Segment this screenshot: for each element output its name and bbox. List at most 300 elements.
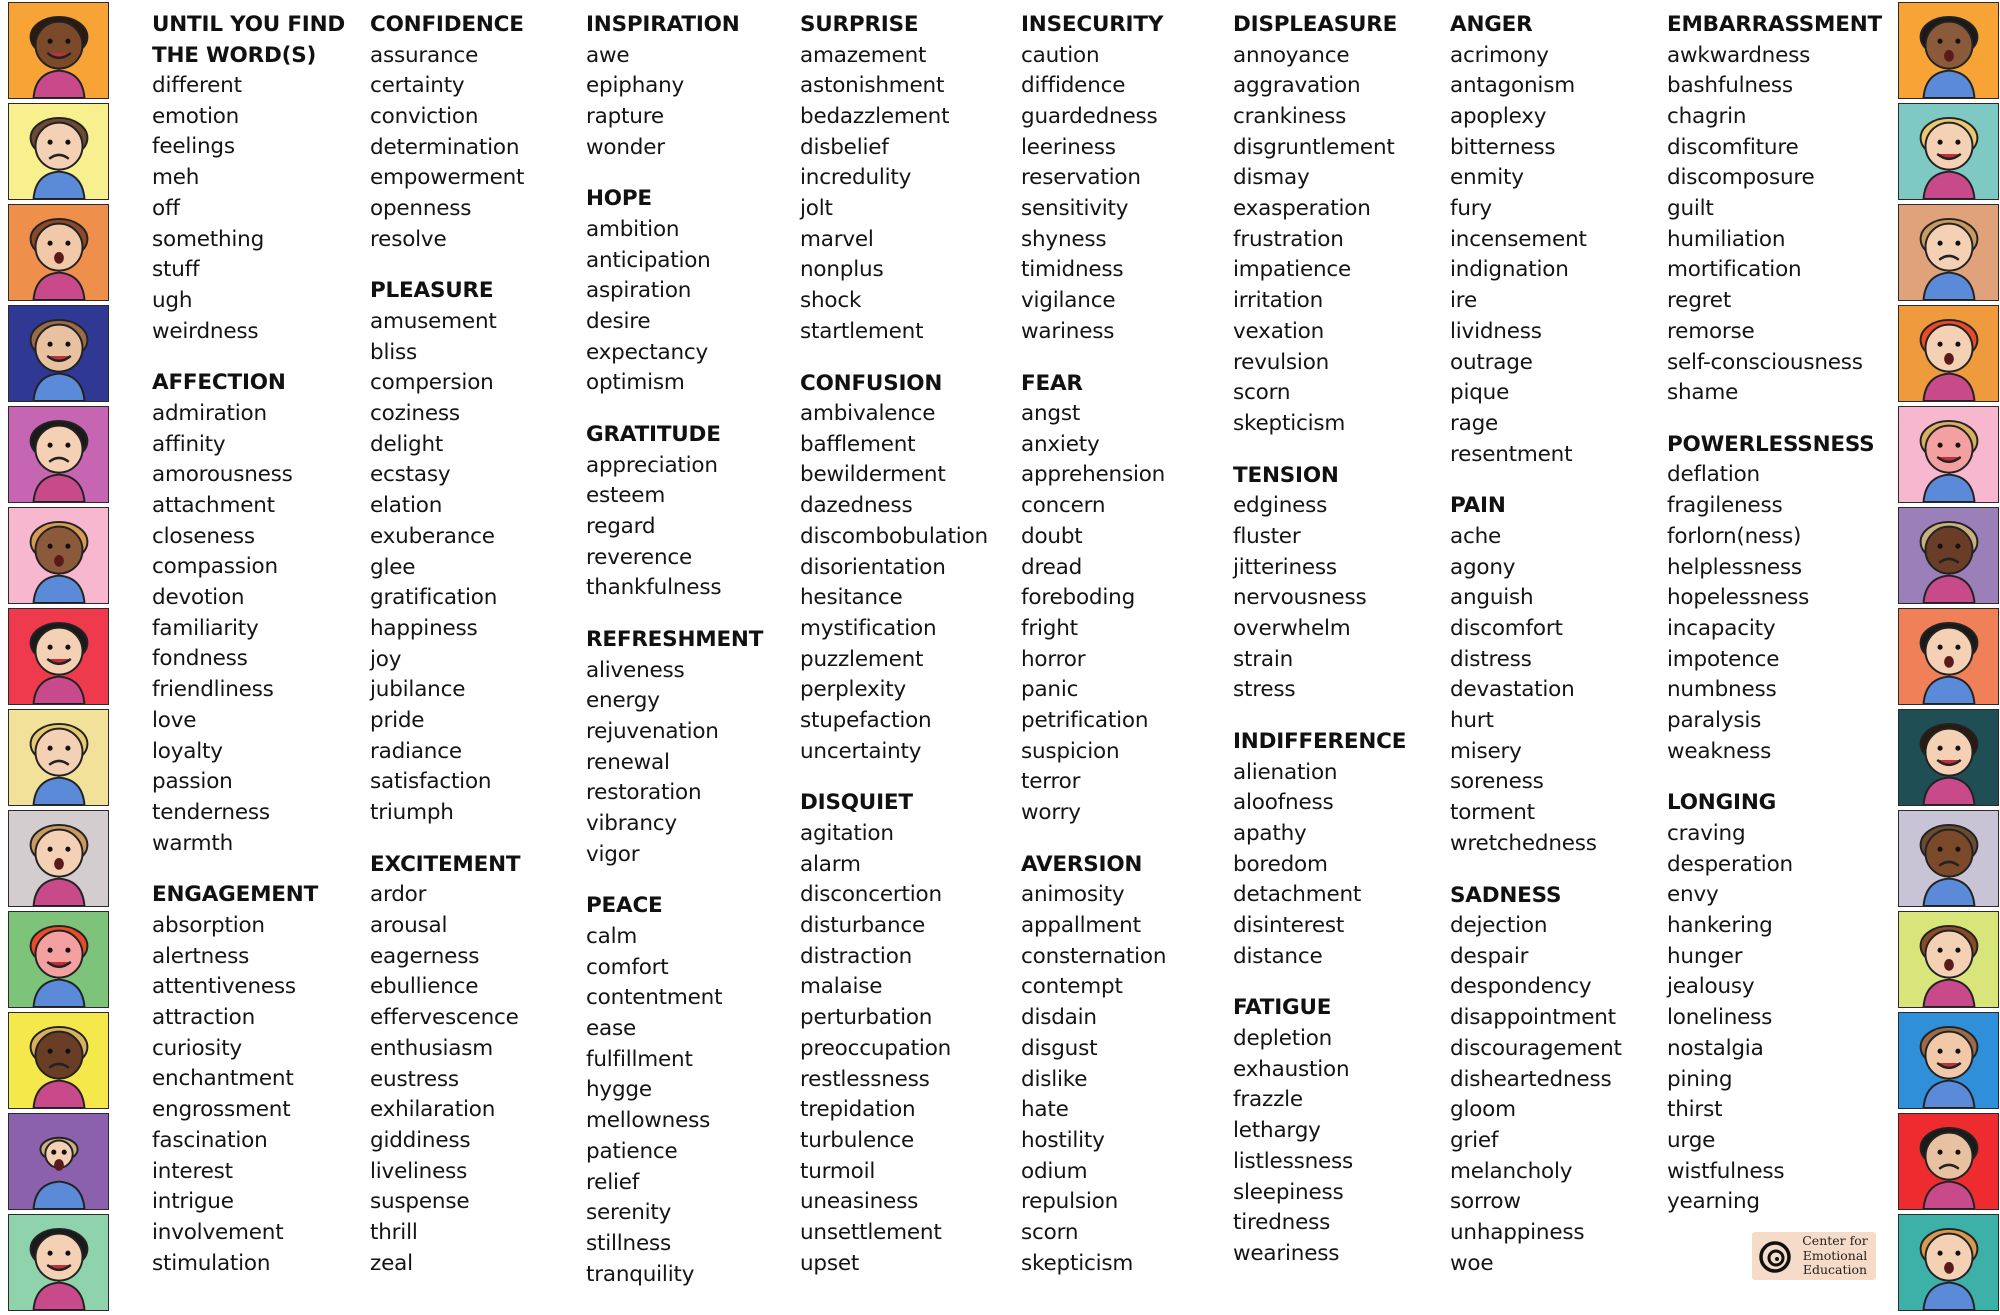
girl-shrugging-icon <box>10 307 108 401</box>
character-tile <box>8 305 109 402</box>
feeling-word: contempt <box>1021 974 1123 1000</box>
feeling-word: rage <box>1450 410 1499 436</box>
feeling-word: gratification <box>370 585 498 611</box>
feeling-word: frazzle <box>1233 1087 1303 1113</box>
feeling-word: intrigue <box>152 1189 234 1215</box>
feeling-word: compassion <box>152 554 278 580</box>
emotion-category <box>1233 727 1443 972</box>
character-tile <box>1898 507 1999 604</box>
center-for-emotional-education-logo <box>1752 1232 1876 1280</box>
feeling-word: leeriness <box>1021 134 1116 160</box>
feeling-word: indignation <box>1450 257 1569 283</box>
boy-peeking-icon <box>1900 610 1998 704</box>
feeling-word: apoplexy <box>1450 103 1547 129</box>
category-heading: POWERLESSNESS <box>1667 431 1875 457</box>
feeling-word: envy <box>1667 882 1719 908</box>
feeling-word: annoyance <box>1233 42 1350 68</box>
feeling-word: jitteriness <box>1233 554 1337 580</box>
feeling-word: friendliness <box>152 677 274 703</box>
feeling-word: apprehension <box>1021 462 1166 488</box>
girl-shocked-icon <box>1900 408 1998 502</box>
feeling-word: malaise <box>800 974 883 1000</box>
feeling-word: guardedness <box>1021 103 1158 129</box>
logo-line-3: Education <box>1802 1262 1868 1277</box>
feeling-word: devotion <box>152 585 245 611</box>
feeling-word: nonplus <box>800 257 884 283</box>
feeling-word: eagerness <box>370 943 480 969</box>
character-tile <box>1898 1012 1999 1109</box>
feeling-word: unsettlement <box>800 1220 942 1246</box>
feeling-word: skepticism <box>1233 410 1346 436</box>
feeling-word: gloom <box>1450 1097 1516 1123</box>
feeling-word: vigilance <box>1021 288 1116 314</box>
feeling-word: determination <box>370 134 520 160</box>
emotion-category <box>1667 430 1877 768</box>
feeling-word: hopelessness <box>1667 585 1810 611</box>
boy-puzzled-icon <box>1900 509 1998 603</box>
feeling-word: relief <box>586 1169 640 1195</box>
feeling-word: arousal <box>370 913 448 939</box>
feeling-word: aggravation <box>1233 73 1361 99</box>
feeling-word: ambivalence <box>800 401 936 427</box>
character-tile <box>8 709 109 806</box>
feeling-word: uncertainty <box>800 738 922 764</box>
girl-sad-icon <box>10 1216 108 1310</box>
feeling-word: disconcertion <box>800 882 942 908</box>
word-column <box>800 10 1010 1301</box>
feeling-word: awe <box>586 42 630 68</box>
feeling-word: remorse <box>1667 318 1755 344</box>
feeling-word: aspiration <box>586 278 692 304</box>
girl-sulking-icon <box>1900 812 1998 906</box>
feeling-word: curiosity <box>152 1035 242 1061</box>
feeling-word: impotence <box>1667 646 1780 672</box>
feeling-word: love <box>152 707 197 733</box>
feeling-word: guilt <box>1667 196 1714 222</box>
boy-angry-icon <box>1900 1115 1998 1209</box>
feeling-word: thirst <box>1667 1097 1723 1123</box>
feeling-word: caution <box>1021 42 1100 68</box>
feeling-word: edginess <box>1233 493 1328 519</box>
feeling-word: ire <box>1450 288 1477 314</box>
feeling-word: sleepiness <box>1233 1179 1344 1205</box>
girl-sleepy-icon <box>1900 105 1998 199</box>
feeling-word: timidness <box>1021 257 1124 283</box>
feeling-word: compersion <box>370 370 494 396</box>
feeling-word: dismay <box>1233 165 1310 191</box>
feeling-word: alienation <box>1233 759 1338 785</box>
category-heading: INDIFFERENCE <box>1233 729 1407 755</box>
character-tile <box>8 1012 109 1109</box>
feeling-word: familiarity <box>152 615 259 641</box>
feeling-word: pride <box>370 708 425 734</box>
feeling-word: absorption <box>152 912 265 938</box>
feeling-word: warmth <box>152 830 234 856</box>
character-tile <box>1898 911 1999 1008</box>
feeling-word: angst <box>1021 401 1081 427</box>
feeling-word: serenity <box>586 1200 672 1226</box>
feeling-word: ugh <box>152 287 193 313</box>
feeling-word: dazedness <box>800 493 913 519</box>
feeling-word: radiance <box>370 738 462 764</box>
feeling-word: stimulation <box>152 1250 271 1276</box>
feeling-word: rapture <box>586 103 664 129</box>
feeling-word: turmoil <box>800 1158 876 1184</box>
character-tile <box>1898 2 1999 99</box>
feeling-word: reservation <box>1021 165 1141 191</box>
feeling-word: preoccupation <box>800 1035 952 1061</box>
feeling-word: jealousy <box>1667 974 1755 1000</box>
feeling-word: stupefaction <box>800 708 932 734</box>
feeling-word: suspense <box>370 1189 470 1215</box>
feeling-word: exuberance <box>370 523 495 549</box>
category-heading: PAIN <box>1450 493 1506 519</box>
feeling-word: satisfaction <box>370 769 492 795</box>
feeling-word: hurt <box>1450 708 1494 734</box>
logo-line-2: Emotional <box>1802 1247 1868 1263</box>
feeling-word: triumph <box>370 800 454 826</box>
feeling-word: craving <box>1667 820 1746 846</box>
feeling-word: effervescence <box>370 1005 519 1031</box>
feeling-word: disappointment <box>1450 1005 1616 1031</box>
feeling-word: vexation <box>1233 318 1325 344</box>
feeling-word: tenderness <box>152 799 270 825</box>
feeling-word: hygge <box>586 1077 652 1103</box>
feeling-word: incredulity <box>800 165 912 191</box>
feeling-word: horror <box>1021 646 1086 672</box>
feeling-word: hostility <box>1021 1128 1105 1153</box>
emotion-category <box>586 891 796 1290</box>
feeling-word: fascination <box>152 1127 268 1153</box>
feeling-word: ebullience <box>370 974 479 1000</box>
feeling-word: turbulence <box>800 1128 915 1153</box>
feeling-word: devastation <box>1450 677 1575 703</box>
feeling-word: despondency <box>1450 974 1592 1000</box>
feeling-word: dejection <box>1450 913 1548 939</box>
feeling-word: humiliation <box>1667 226 1786 252</box>
category-heading: AVERSION <box>1021 851 1143 877</box>
feeling-word: misery <box>1450 738 1522 764</box>
feeling-word: wariness <box>1021 318 1115 344</box>
feeling-word: certainty <box>370 73 465 99</box>
feeling-word: pining <box>1667 1066 1733 1092</box>
category-heading: ANGER <box>1450 12 1533 37</box>
feeling-word: soreness <box>1450 769 1544 795</box>
feeling-word: yearning <box>1667 1189 1760 1215</box>
category-heading: FEAR <box>1021 370 1083 396</box>
character-tile <box>8 204 109 301</box>
feeling-word: lividness <box>1450 318 1542 344</box>
feeling-word: numbness <box>1667 677 1777 703</box>
feeling-word: distress <box>1450 646 1532 672</box>
feeling-word: giddiness <box>370 1128 471 1153</box>
feeling-word: engrossment <box>152 1097 291 1123</box>
feeling-word: animosity <box>1021 882 1125 908</box>
feeling-word: assurance <box>370 42 479 68</box>
feeling-word: thrill <box>370 1220 418 1246</box>
feeling-word: woe <box>1450 1250 1494 1276</box>
category-heading: INSECURITY <box>1021 12 1164 37</box>
emotion-category <box>1667 10 1883 409</box>
feeling-word: admiration <box>152 400 267 426</box>
character-tile <box>8 1214 109 1311</box>
feeling-word: crankiness <box>1233 103 1347 129</box>
girl-dancing-icon <box>10 610 108 704</box>
feeling-word: wistfulness <box>1667 1158 1785 1184</box>
feeling-word: involvement <box>152 1219 284 1245</box>
feeling-word: amusement <box>370 308 497 334</box>
girl-silly-icon <box>1900 913 1998 1007</box>
feeling-word: awkwardness <box>1667 42 1811 68</box>
feeling-word: discouragement <box>1450 1035 1622 1061</box>
character-tile <box>1898 103 1999 200</box>
feeling-word: eustress <box>370 1066 459 1092</box>
feeling-word: alarm <box>800 851 861 877</box>
feeling-word: agitation <box>800 820 894 846</box>
feeling-word: ache <box>1450 523 1502 549</box>
feeling-word: hunger <box>1667 943 1743 969</box>
word-column <box>152 10 362 1300</box>
boy-cackling-icon <box>1900 1216 1998 1310</box>
emotion-category <box>800 369 1010 768</box>
feeling-word: scorn <box>1233 380 1291 406</box>
feeling-word: concern <box>1021 493 1106 519</box>
feeling-word: paralysis <box>1667 708 1762 734</box>
feeling-word: bafflement <box>800 431 916 457</box>
feeling-word: closeness <box>152 523 255 549</box>
feeling-word: appallment <box>1021 913 1141 939</box>
feeling-word: marvel <box>800 226 874 252</box>
character-tile <box>8 406 109 503</box>
feeling-word: stuff <box>152 257 200 283</box>
boy-nauseous-icon <box>1900 206 1998 300</box>
feeling-word: discomfort <box>1450 615 1563 641</box>
feeling-word: despair <box>1450 943 1529 969</box>
logo-line-1: Center for <box>1802 1233 1868 1248</box>
girl-cheering-icon <box>10 4 108 98</box>
feeling-word: grief <box>1450 1128 1499 1153</box>
boy-meditating-icon <box>10 1014 108 1108</box>
feeling-word: contentment <box>586 985 723 1011</box>
feeling-word: vigor <box>586 841 640 867</box>
feeling-word: energy <box>586 688 660 714</box>
feeling-word: esteem <box>586 483 666 509</box>
feeling-word: antagonism <box>1450 73 1575 99</box>
feeling-word: dislike <box>1021 1066 1088 1092</box>
category-heading: DISQUIET <box>800 790 913 816</box>
feeling-word: shock <box>800 288 862 314</box>
feeling-word: shyness <box>1021 226 1107 252</box>
feeling-word: perturbation <box>800 1005 933 1031</box>
feeling-word: depletion <box>1233 1025 1333 1051</box>
feeling-word: petrification <box>1021 708 1149 734</box>
category-heading: PEACE <box>586 893 663 919</box>
feeling-word: melancholy <box>1450 1158 1573 1184</box>
boy-thinking-icon <box>10 711 108 805</box>
feeling-word: discomposure <box>1667 165 1815 191</box>
emotion-category <box>1450 881 1660 1280</box>
feeling-word: discombobulation <box>800 523 988 549</box>
feeling-word: fondness <box>152 646 248 672</box>
feeling-word: strain <box>1233 646 1294 672</box>
girl-jumping-icon <box>10 105 108 199</box>
feeling-word: restlessness <box>800 1066 930 1092</box>
girl-pouting-icon <box>10 913 108 1007</box>
feeling-word: enthusiasm <box>370 1035 494 1061</box>
boy-scared-icon <box>1900 1014 1998 1108</box>
category-heading: EMBARRASSMENT <box>1667 12 1883 37</box>
feeling-word: calm <box>586 923 638 949</box>
feeling-word: deflation <box>1667 462 1760 488</box>
feeling-word: forlorn(ness) <box>1667 523 1802 549</box>
feeling-word: lethargy <box>1233 1118 1321 1144</box>
category-heading: AFFECTION <box>152 370 286 396</box>
feeling-word: desperation <box>1667 851 1793 877</box>
feeling-word: reverence <box>586 544 693 570</box>
feeling-word: hate <box>1021 1097 1069 1123</box>
feeling-word: nervousness <box>1233 585 1367 611</box>
emotion-category <box>1021 850 1231 1280</box>
feeling-word: wonder <box>586 134 665 160</box>
feeling-word: thankfulness <box>586 575 722 601</box>
feeling-word: amorousness <box>152 462 293 488</box>
feeling-word: tranquility <box>586 1261 695 1287</box>
feeling-word: weariness <box>1233 1240 1340 1266</box>
feeling-word: listlessness <box>1233 1148 1354 1174</box>
category-heading: INSPIRATION <box>586 12 740 37</box>
feeling-word: openness <box>370 196 472 222</box>
feeling-word: disturbance <box>800 913 926 939</box>
category-heading: EXCITEMENT <box>370 851 521 877</box>
emotion-category <box>586 420 796 604</box>
emotion-category <box>1667 788 1877 1218</box>
feeling-word: doubt <box>1021 523 1083 549</box>
feeling-word: disgust <box>1021 1035 1098 1061</box>
feeling-word: different <box>152 73 242 98</box>
feeling-word: coziness <box>370 401 460 427</box>
emotion-category <box>152 880 362 1279</box>
feeling-word: enchantment <box>152 1066 294 1092</box>
feeling-word: resolve <box>370 226 447 252</box>
feeling-word: startlement <box>800 318 924 344</box>
category-heading: ENGAGEMENT <box>152 882 319 908</box>
feeling-word: self-consciousness <box>1667 349 1863 375</box>
feeling-word: vibrancy <box>586 811 677 837</box>
feeling-word: interest <box>152 1158 233 1184</box>
emotion-category <box>1021 369 1231 829</box>
feeling-word: amazement <box>800 42 927 68</box>
emotion-category <box>586 625 796 870</box>
feeling-word: exasperation <box>1233 196 1371 222</box>
character-tile <box>1898 1214 1999 1311</box>
feeling-word: shame <box>1667 380 1739 406</box>
feeling-word: ardor <box>370 882 427 908</box>
character-tile <box>8 810 109 907</box>
emotion-category <box>1021 10 1231 348</box>
feeling-word: enmity <box>1450 165 1524 191</box>
feeling-word: repulsion <box>1021 1189 1118 1215</box>
category-heading: REFRESHMENT <box>586 627 764 653</box>
feeling-word: weakness <box>1667 738 1772 764</box>
right-character-strip <box>1898 2 1999 1315</box>
emotion-category <box>1450 10 1660 470</box>
feeling-word: something <box>152 226 265 252</box>
feeling-word: uneasiness <box>800 1189 919 1215</box>
boy-laughing-icon <box>1900 4 1998 98</box>
feeling-word: stress <box>1233 677 1296 703</box>
feeling-word: fluster <box>1233 523 1301 549</box>
category-heading: TENSION <box>1233 462 1339 488</box>
category-heading: UNTIL YOU FIND THE WORD(S) <box>152 12 346 68</box>
feeling-word: feelings <box>152 134 235 160</box>
character-tile <box>8 507 109 604</box>
category-heading: DISPLEASURE <box>1233 12 1398 37</box>
feeling-word: renewal <box>586 749 670 775</box>
feeling-word: aloofness <box>1233 790 1334 816</box>
feeling-word: overwhelm <box>1233 615 1351 641</box>
feeling-word: regret <box>1667 288 1732 314</box>
category-heading: CONFUSION <box>800 370 943 396</box>
feeling-word: bliss <box>370 339 417 365</box>
feeling-word: pique <box>1450 380 1510 406</box>
feeling-word: terror <box>1021 769 1081 795</box>
girl-laughing-icon <box>10 408 108 502</box>
feeling-word: disdain <box>1021 1005 1097 1031</box>
feeling-word: ease <box>586 1016 637 1042</box>
feeling-word: loneliness <box>1667 1005 1773 1031</box>
category-heading: SADNESS <box>1450 882 1562 908</box>
character-tile <box>1898 709 1999 806</box>
feeling-word: happiness <box>370 615 478 641</box>
emotion-category <box>1233 10 1443 440</box>
girl-surprised-icon <box>10 509 108 603</box>
feeling-word: frustration <box>1233 226 1344 252</box>
word-column <box>1450 10 1660 1301</box>
feeling-word: panic <box>1021 677 1079 703</box>
feeling-word: diffidence <box>1021 73 1126 99</box>
category-heading: PLEASURE <box>370 278 494 304</box>
emotion-category <box>370 276 580 828</box>
character-tile <box>1898 608 1999 705</box>
feeling-word: aliveness <box>586 657 685 683</box>
feeling-word: trepidation <box>800 1097 916 1123</box>
emotion-category <box>586 10 796 163</box>
feeling-word: detachment <box>1233 882 1362 908</box>
feeling-word: astonishment <box>800 73 945 99</box>
feeling-word: outrage <box>1450 349 1533 375</box>
feeling-word: affinity <box>152 431 226 457</box>
feeling-word: attachment <box>152 492 275 518</box>
feeling-word: agony <box>1450 554 1516 580</box>
character-tile <box>8 103 109 200</box>
feeling-word: dread <box>1021 554 1083 580</box>
character-tile <box>1898 305 1999 402</box>
character-tile <box>1898 204 1999 301</box>
character-tile <box>1898 810 1999 907</box>
feeling-word: regard <box>586 513 656 539</box>
girl-shy-icon <box>10 812 108 906</box>
emotion-category <box>370 10 580 255</box>
feeling-word: stillness <box>586 1231 672 1256</box>
feeling-word: mystification <box>800 615 937 641</box>
category-heading: FATIGUE <box>1233 995 1332 1021</box>
tiny-boy-icon <box>10 1115 108 1209</box>
feeling-word: exhilaration <box>370 1097 496 1123</box>
category-heading: CONFIDENCE <box>370 12 524 37</box>
feeling-word: anguish <box>1450 585 1534 611</box>
feeling-word: apathy <box>1233 820 1307 846</box>
feeling-word: nostalgia <box>1667 1035 1764 1061</box>
